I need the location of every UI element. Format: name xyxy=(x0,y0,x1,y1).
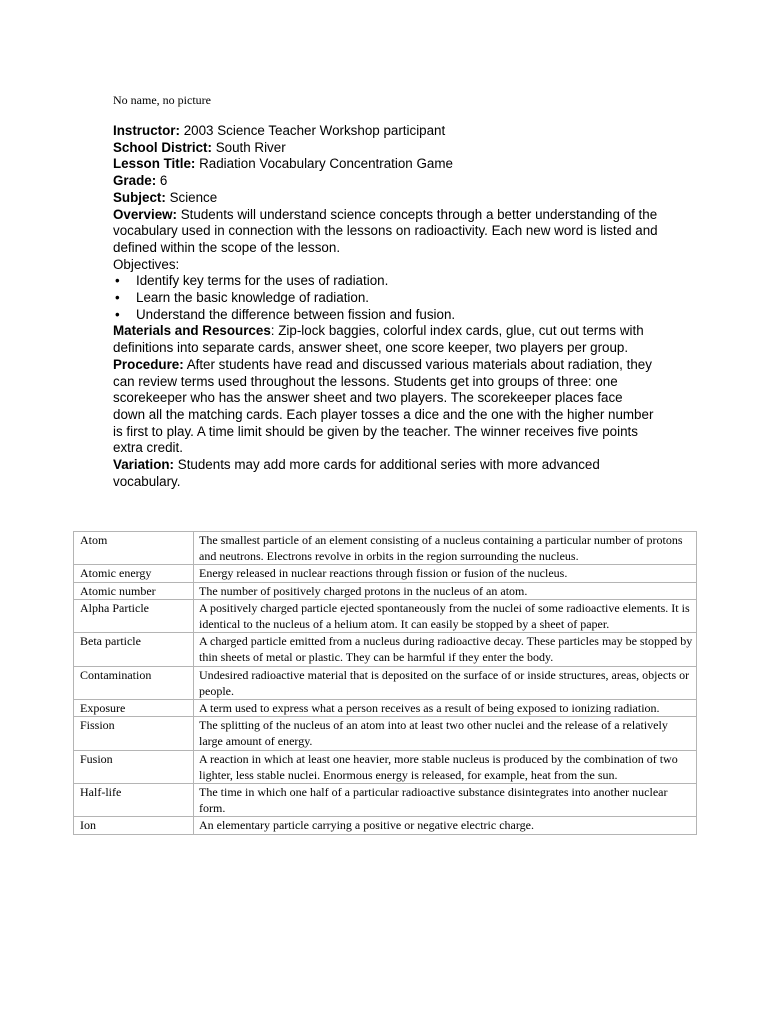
definition-cell: Undesired radioactive material that is deposited on the surface of or inside structures, areas, objects or people. xyxy=(194,666,697,699)
term-cell: Atomic energy xyxy=(74,565,194,582)
district-line xyxy=(113,140,658,157)
table-row xyxy=(74,784,697,817)
variation-paragraph xyxy=(113,457,658,490)
definition-cell: The number of positively charged protons in the nucleus of an atom. xyxy=(194,582,697,599)
procedure-label: Procedure: xyxy=(113,356,184,372)
subject-line xyxy=(113,190,658,207)
definition-cell: The splitting of the nucleus of an atom into at least two other nuclei and the release of a relatively large amount of energy. xyxy=(194,717,697,750)
definition-cell: The time in which one half of a particular radioactive substance disintegrates into another nuclear form. xyxy=(194,784,697,817)
grade-line xyxy=(113,173,658,190)
term-cell: Fission xyxy=(74,717,194,750)
term-cell: Atom xyxy=(74,532,194,565)
objective-item: • Understand the difference between fission and fusion. xyxy=(115,306,456,322)
objective-item: • Identify key terms for the uses of radiation. xyxy=(115,273,389,289)
vocabulary-table xyxy=(73,531,697,835)
lesson-plan xyxy=(113,123,658,490)
table-row xyxy=(74,582,697,599)
term-cell: Alpha Particle xyxy=(74,599,194,632)
definition-cell: Energy released in nuclear reactions through fission or fusion of the nucleus. xyxy=(194,565,697,582)
objectives-list xyxy=(113,273,658,323)
procedure-text: After students have read and discussed various materials about radiation, they can review terms used throughout the lessons. Students get into groups of three: one scorekeeper who has the answer sheet and two players. The scorekeeper places face down all the matching cards. Each player tosses a dice and the one with the higher number is first to play. A time limit should be given by the teacher. The winner receives five points extra credit. xyxy=(113,356,654,456)
variation-text: Students may add more cards for additional series with more advanced vocabulary. xyxy=(113,457,600,489)
table-row xyxy=(74,633,697,666)
table-row xyxy=(74,700,697,717)
subject-label: Subject: xyxy=(113,189,166,205)
table-row xyxy=(74,565,697,582)
bullet-icon: • xyxy=(115,290,120,306)
overview-label: Overview: xyxy=(113,206,178,222)
instructor-value: 2003 Science Teacher Workshop participant xyxy=(183,123,446,138)
table-row xyxy=(74,750,697,783)
term-cell: Half-life xyxy=(74,784,194,817)
variation-label: Variation: xyxy=(113,457,175,473)
procedure-paragraph xyxy=(113,357,658,457)
lesson-title-value: Radiation Vocabulary Concentration Game xyxy=(199,156,453,172)
bullet-icon: • xyxy=(115,273,120,289)
overview-text: Students will understand science concepts through a better understanding of the vocabulary used in connection with the lessons on radioactivity. Each new word is listed and defined within the scope of the lesson. xyxy=(113,206,658,255)
table-row xyxy=(74,666,697,699)
definition-cell: A positively charged particle ejected spontaneously from the nuclei of some radioactive elements. It is identical to the nucleus of a helium atom. It can easily be stopped by a sheet of paper. xyxy=(194,599,697,632)
subject-value: Science xyxy=(169,189,218,205)
objective-item: • Learn the basic knowledge of radiation. xyxy=(115,290,370,306)
grade-value: 6 xyxy=(159,173,168,189)
materials-text: : Zip-lock baggies, colorful index cards, glue, cut out terms with definitions into separate cards, answer sheet, one score keeper, two players per group. xyxy=(113,323,644,356)
table-row xyxy=(74,532,697,565)
table-row xyxy=(74,717,697,750)
definition-cell: A term used to express what a person receives as a result of being exposed to ionizing radiation. xyxy=(194,700,697,717)
table-row xyxy=(74,817,697,834)
district-value: South River xyxy=(215,139,286,155)
materials-paragraph xyxy=(113,323,658,356)
grade-label: Grade: xyxy=(113,173,157,189)
definition-cell: A reaction in which at least one heavier, more stable nucleus is produced by the combination of two lighter, less stable nuclei. Enormous energy is released, for example, heat from the sun. xyxy=(194,750,697,783)
lesson-title-line xyxy=(113,156,658,173)
overview-paragraph xyxy=(113,207,658,257)
term-cell: Atomic number xyxy=(74,582,194,599)
district-label: School District: xyxy=(113,139,212,155)
instructor-line xyxy=(113,123,658,140)
term-cell: Ion xyxy=(74,817,194,834)
term-cell: Contamination xyxy=(74,666,194,699)
term-cell: Beta particle xyxy=(74,633,194,666)
table-row xyxy=(74,599,697,632)
term-cell: Exposure xyxy=(74,700,194,717)
instructor-label: Instructor: xyxy=(113,123,180,138)
objectives-heading: Objectives: xyxy=(113,256,180,272)
lesson-title-label: Lesson Title: xyxy=(113,156,196,172)
term-cell: Fusion xyxy=(74,750,194,783)
definition-cell: The smallest particle of an element consisting of a nucleus containing a particular number of protons and neutrons. Electrons revolve in orbits in the region surrounding the nucleus. xyxy=(194,532,697,565)
definition-cell: A charged particle emitted from a nucleus during radioactive decay. These particles may be stopped by thin sheets of metal or plastic. They can be harmful if they enter the body. xyxy=(194,633,697,666)
materials-label: Materials and Resources xyxy=(113,323,271,339)
definition-cell: An elementary particle carrying a positive or negative electric charge. xyxy=(194,817,697,834)
header-note: No name, no picture xyxy=(113,93,211,107)
bullet-icon: • xyxy=(115,306,120,322)
